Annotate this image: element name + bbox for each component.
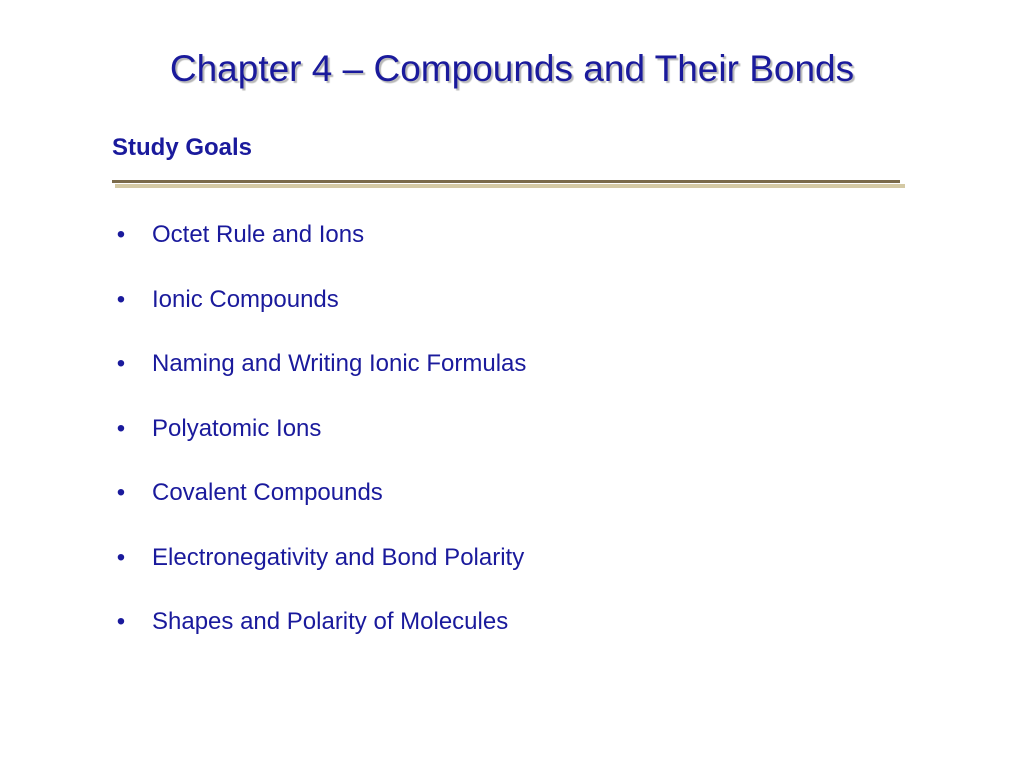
slide-title: Chapter 4 – Compounds and Their Bonds [169,48,855,89]
bullet-icon: • [116,285,126,313]
divider-shadow [115,184,905,188]
bullet-icon: • [116,543,126,571]
bullet-text: Naming and Writing Ionic Formulas [152,350,527,377]
bullet-icon: • [116,350,126,377]
bullet-text: Shapes and Polarity of Molecules [152,608,509,635]
bullet-icon: • [116,479,126,506]
section-heading: Study Goals [112,134,253,161]
bullet-text: Covalent Compounds [152,479,383,506]
bullet-text: Polyatomic Ions [152,414,322,442]
bullet-icon: • [116,221,126,248]
bullet-text: Electronegativity and Bond Polarity [152,543,525,571]
bullet-icon: • [116,414,126,442]
divider-line [112,180,900,183]
bullet-text: Ionic Compounds [152,285,339,313]
bullet-icon: • [116,608,126,635]
bullet-text: Octet Rule and Ions [152,221,365,248]
